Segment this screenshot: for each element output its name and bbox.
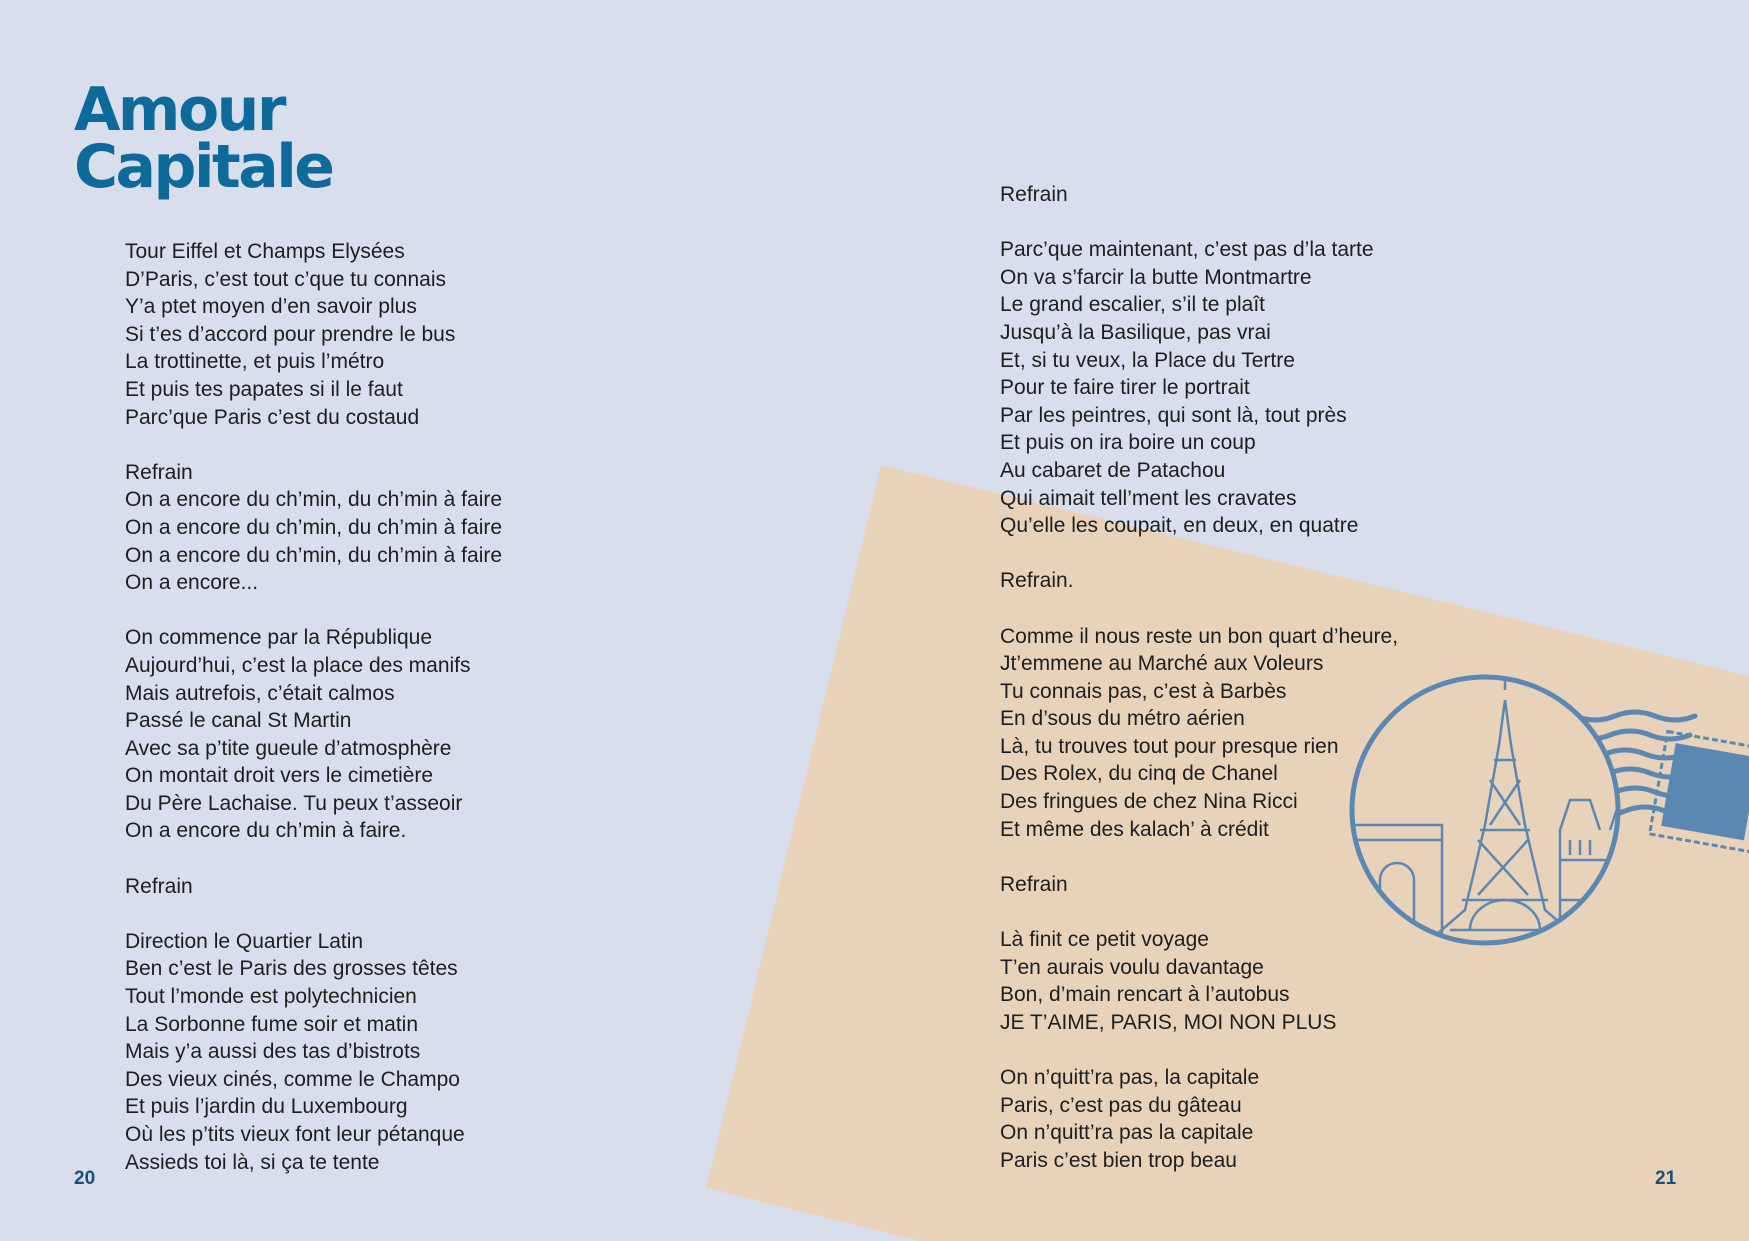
lyric-line: Pour te faire tirer le portrait [1000,376,1250,400]
lyric-line: On a encore du ch’min, du ch’min à faire [125,515,503,539]
postage-stamp-icon [1650,731,1749,851]
lyric-line: Jt’emmene au Marché aux Voleurs [1000,652,1324,676]
lyric-line: Le grand escalier, s’il te plaît [1000,293,1265,317]
postmark-illustration [1340,660,1749,960]
lyric-line: Mais autrefois, c’était calmos [125,681,395,705]
lyric-line: Comme il nous reste un bon quart d’heure, [1000,624,1399,648]
page-number-right: 21 [1655,1168,1677,1189]
lyric-line: On a encore du ch’min à faire. [125,819,407,843]
lyric-line: Y’a ptet moyen d’en savoir plus [125,295,417,319]
lyric-line: Par les peintres, qui sont là, tout près [1000,403,1347,427]
lyric-line: T’en aurais voulu davantage [1000,955,1264,979]
lyric-line: Si t’es d’accord pour prendre le bus [125,322,456,346]
lyric-line: Mais y’a aussi des tas d’bistrots [125,1040,421,1064]
lyric-line: Où les p’tits vieux font leur pétanque [125,1123,465,1146]
lyric-line: On a encore du ch’min, du ch’min à faire [125,488,503,512]
lyric-line: On n’quitt’ra pas, la capitale [1000,1066,1260,1089]
lyric-line: La trottinette, et puis l’métro [125,350,385,374]
lyric-line: En d’sous du métro aérien [1000,707,1245,731]
lyric-line: Direction le Quartier Latin [125,929,364,953]
lyric-line: Et même des kalach’ à crédit [1000,817,1269,841]
lyric-line: Refrain [125,460,193,484]
lyric-line: Et puis on ira boire un coup [1000,431,1256,455]
lyric-line [125,900,502,928]
lyric-line: On n’quitt’ra pas la capitale [1000,1121,1254,1145]
lyric-line [1000,595,1398,623]
lyric-line: On a encore... [125,571,259,595]
lyric-line: Tout l’monde est polytechnicien [125,985,417,1009]
lyric-line [125,845,502,873]
lyric-line: Parc’que Paris c’est du costaud [125,405,420,429]
lyrics-left-column [125,238,502,1176]
lyric-line: Bon, d’main rencart à l’autobus [1000,983,1290,1007]
lyric-line: Tu connais pas, c’est à Barbès [1000,679,1287,703]
lyric-line: Aujourd’hui, c’est la place des manifs [125,653,471,677]
lyric-line [1000,1036,1398,1064]
title-line-2: Capitale [74,132,333,202]
lyric-line: Refrain [1000,872,1068,896]
lyric-line: Passé le canal St Martin [125,709,352,733]
lyric-line: La Sorbonne fume soir et matin [125,1012,418,1036]
lyrics-right-column [1000,181,1398,1174]
lyric-line: Au cabaret de Patachou [1000,458,1226,482]
lyric-line: Avec sa p’tite gueule d’atmosphère [125,736,452,760]
lyric-line [1000,898,1398,926]
lyric-line [1000,540,1398,568]
lyric-line [1000,843,1398,871]
lyric-line: Jusqu’à la Basilique, pas vrai [1000,320,1271,344]
lyric-line: Et, si tu veux, la Place du Tertre [1000,348,1295,372]
lyric-line: Là, tu trouves tout pour presque rien [1000,734,1339,758]
lyric-line: Refrain [125,874,193,898]
lyric-line [125,597,502,625]
lyric-line: On a encore du ch’min, du ch’min à faire [125,543,503,567]
lyric-line: Et puis tes papates si il le faut [125,377,403,401]
lyric-line: Des vieux cinés, comme le Champo [125,1067,460,1091]
lyric-line: Refrain [1000,183,1068,206]
lyric-line: Et puis l’jardin du Luxembourg [125,1095,408,1119]
lyric-line: On va s’farcir la butte Montmartre [1000,265,1312,289]
page-title [74,75,333,202]
lyric-line [1000,209,1398,237]
lyric-line: Refrain. [1000,569,1074,593]
lyric-line: On commence par la République [125,626,433,650]
page-number-left: 20 [74,1168,96,1189]
lyric-line: Qu’elle les coupait, en deux, en quatre [1000,514,1359,538]
lyric-line: Des Rolex, du cinq de Chanel [1000,762,1278,786]
lyric-line: Parc’que maintenant, c’est pas d’la tarte [1000,238,1374,262]
lyric-line: Tour Eiffel et Champs Elysées [125,240,405,263]
lyric-line: Paris, c’est pas du gâteau [1000,1093,1242,1117]
lyric-line: JE T’AIME, PARIS, MOI NON PLUS [1000,1010,1337,1034]
lyric-line: Ben c’est le Paris des grosses têtes [125,957,458,981]
lyric-line: Du Père Lachaise. Tu peux t’asseoir [125,791,463,815]
lyric-line: Là finit ce petit voyage [1000,928,1209,952]
lyric-line: Des fringues de chez Nina Ricci [1000,790,1298,814]
lyric-line: On montait droit vers le cimetière [125,764,434,788]
lyric-line: Paris c’est bien trop beau [1000,1148,1237,1172]
lyric-line [125,431,502,459]
lyric-line: D’Paris, c’est tout c’que tu connais [125,267,446,291]
lyric-line: Assieds toi là, si ça te tente [125,1150,380,1174]
title-line-1: Amour [74,75,284,145]
lyric-line: Qui aimait tell’ment les cravates [1000,486,1297,510]
